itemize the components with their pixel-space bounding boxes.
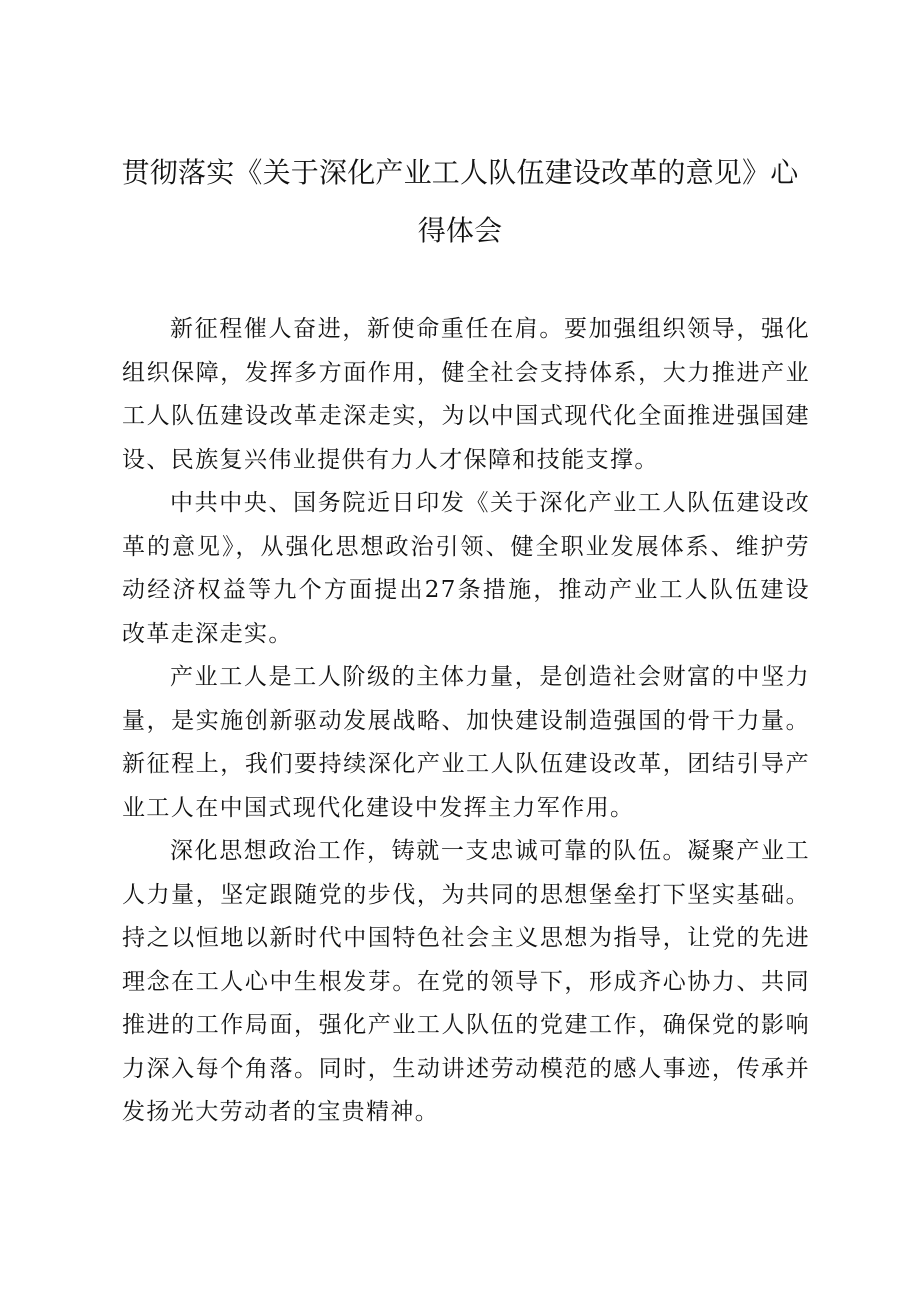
document-title: 贯彻落实《关于深化产业工人队伍建设改革的意见》心得体会 (121, 156, 799, 247)
paragraph-1: 新征程催人奋进，新使命重任在肩。要加强组织领导，强化组织保障，发挥多方面作用，健全社会支持体系，大力推进产业工人队伍建设改革走深走实，为以中国式现代化全面推进强国建设、民族复兴伟业提供有力人才保障和技能支撑。 (122, 316, 810, 473)
paragraph-3: 产业工人是工人阶级的主体力量，是创造社会财富的中坚力量，是实施创新驱动发展战略、加快建设制造强国的骨干力量。新征程上，我们要持续深化产业工人队伍建设改革，团结引导产业工人在中国式现代化建设中发挥主力军作用。 (122, 664, 810, 821)
paragraph-4: 深化思想政治工作，铸就一支忠诚可靠的队伍。凝聚产业工人力量，坚定跟随党的步伐，为共同的思想堡垒打下坚实基础。持之以恒地以新时代中国特色社会主义思想为指导，让党的先进理念在工人心中生根发芽。在党的领导下，形成齐心协力、共同推进的工作局面，强化产业工人队伍的党建工作，确保党的影响力深入每个角落。同时，生动讲述劳动模范的感人事迹，传承并发扬光大劳动者的宝贵精神。 (122, 838, 810, 1125)
document-body (122, 308, 810, 1135)
paragraph-2: 中共中央、国务院近日印发《关于深化产业工人队伍建设改革的意见》，从强化思想政治引领、健全职业发展体系、维护劳动经济权益等九个方面提出27条措施，推动产业工人队伍建设改革走深走实。 (122, 490, 810, 647)
